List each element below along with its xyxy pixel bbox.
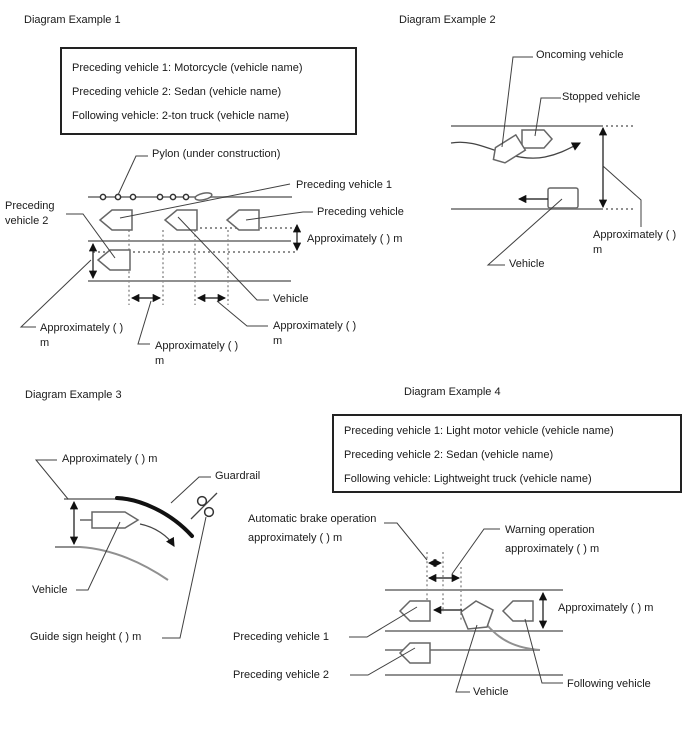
approx-left-label: Approximately ( ) m	[40, 322, 124, 349]
diagram3-title: Diagram Example 3	[25, 389, 122, 401]
vehicle-shape	[548, 188, 578, 208]
leader-lines	[36, 460, 211, 638]
auto-brake-label: Automatic brake operation approximately ( ) m	[248, 513, 377, 544]
oncoming-vehicle-shape	[489, 135, 526, 167]
preceding-vehicle-label: Preceding vehicle	[317, 206, 404, 218]
turn-arrow	[140, 524, 174, 546]
preceding-vehicle-2-label-4: Preceding vehicle 2	[233, 669, 330, 681]
guide-sign-shape	[191, 493, 217, 519]
approx-label-2: Approximately ( ) m	[593, 229, 677, 256]
legend4-line3: Following vehicle: Lightweight truck (vehicle name)	[344, 473, 592, 485]
following-vehicle-label: Following vehicle	[567, 678, 651, 690]
legend1-line2: Preceding vehicle 2: Sedan (vehicle name)	[72, 86, 282, 98]
diagram3-graphics	[0, 440, 250, 650]
guardrail-label: Guardrail	[215, 470, 261, 482]
stopped-vehicle-label: Stopped vehicle	[562, 91, 641, 103]
legend4-line1: Preceding vehicle 1: Light motor vehicle (vehicle name)	[344, 425, 614, 437]
warning-operation-label: Warning operation approximately ( ) m	[505, 524, 600, 555]
diagram4-legend-box	[332, 414, 682, 493]
leader-lines	[21, 156, 313, 344]
legend1-line3: Following vehicle: 2-ton truck (vehicle name)	[72, 110, 290, 122]
approx-label-4: Approximately ( ) m	[558, 602, 654, 614]
vehicle-label-4: Vehicle	[473, 686, 509, 698]
vehicle-label-1: Vehicle	[273, 293, 309, 305]
legend1-line1: Preceding vehicle 1: Motorcycle (vehicle name)	[72, 62, 303, 74]
diagram4-title: Diagram Example 4	[404, 386, 501, 398]
stopped-vehicle-shape	[522, 130, 552, 148]
diagram1-title: Diagram Example 1	[24, 14, 121, 26]
approx-label-3: Approximately ( ) m	[62, 453, 158, 465]
preceding-vehicle-1-label: Preceding vehicle 1	[296, 179, 393, 191]
vehicle-label-3: Vehicle	[32, 584, 68, 596]
oncoming-vehicle-label: Oncoming vehicle	[536, 49, 624, 61]
legend4-line2: Preceding vehicle 2: Sedan (vehicle name)	[344, 449, 554, 461]
diagram2-title: Diagram Example 2	[399, 14, 496, 26]
pylon-label: Pylon (under construction)	[152, 148, 281, 160]
approx-center-label: Approximately ( ) m	[155, 340, 239, 367]
approx-right-label: Approximately ( ) m	[273, 320, 357, 347]
vehicle-label-2: Vehicle	[509, 258, 545, 270]
preceding-vehicle-1-label-4: Preceding vehicle 1	[233, 631, 330, 643]
diagram1-legend-box	[60, 47, 357, 135]
approx-lane-gap-label: Approximately ( ) m	[307, 233, 403, 245]
vehicle-shape	[80, 512, 138, 528]
preceding-vehicle-2-label: Preceding vehicle 2	[5, 200, 55, 227]
guide-sign-height-label: Guide sign height ( ) m	[30, 631, 142, 643]
